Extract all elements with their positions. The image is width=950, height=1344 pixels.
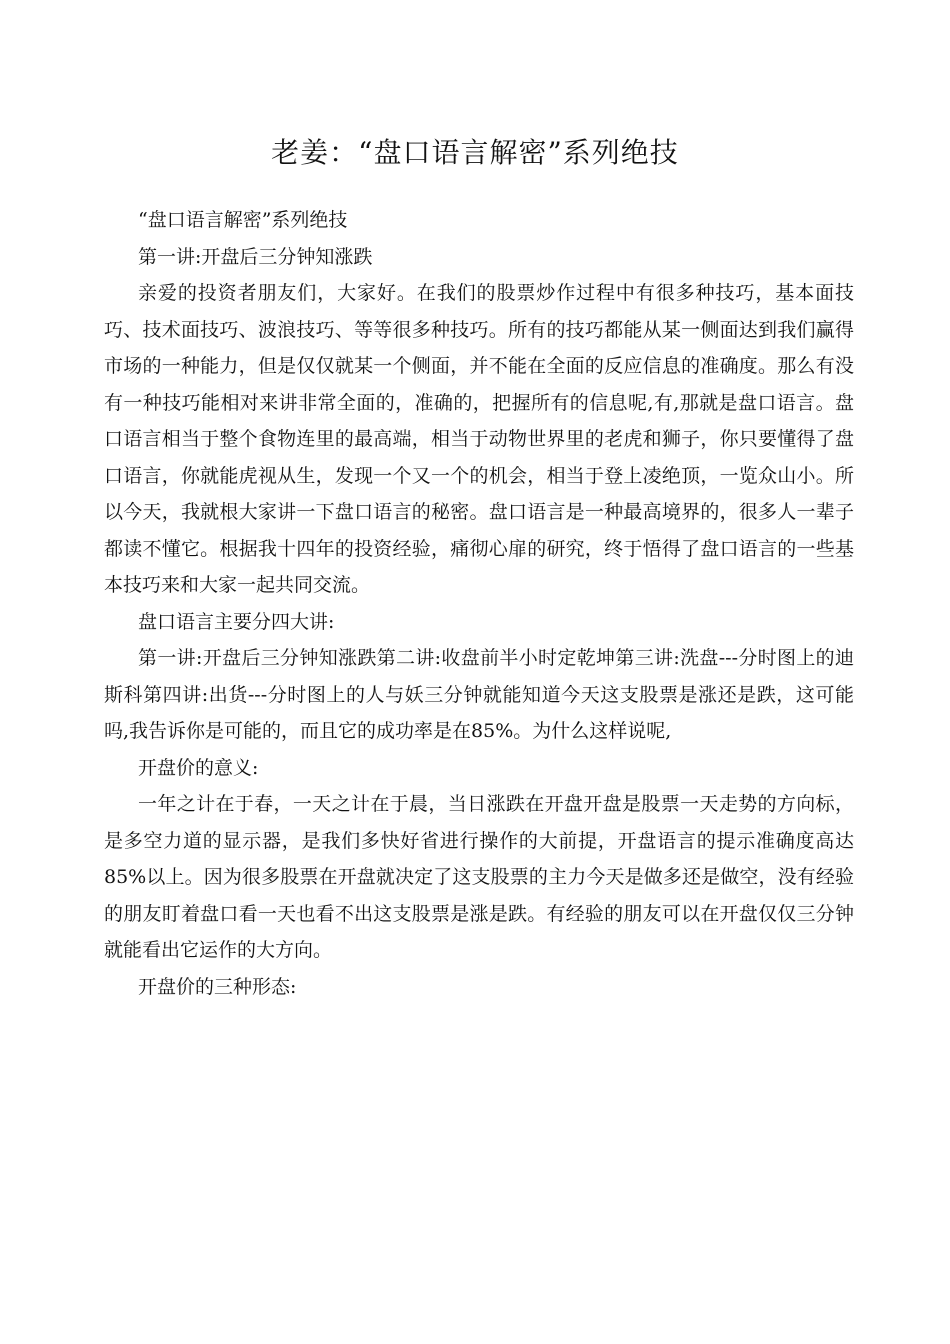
paragraph-introduction: 亲爱的投资者朋友们，大家好。在我们的股票炒作过程中有很多种技巧，基本面技巧、技术面技巧、波浪技巧、等等很多种技巧。所有的技巧都能从某一侧面达到我们赢得市场的一种能力，但是仅仅就某一个侧面，并不能在全面的反应信息的准确度。那么有没有一种技巧能相对来讲非常全面的，准确的，把握所有的信息呢,有,那就是盘口语言。盘口语言相当于整个食物连里的最高端，相当于动物世界里的老虎和狮子，你只要懂得了盘口语言，你就能虎视从生，发现一个又一个的机会，相当于登上凌绝顶，一览众山小。所以今天，我就根大家讲一下盘口语言的秘密。盘口语言是一种最高境界的，很多人一辈子都读不懂它。根据我十四年的投资经验，痛彻心扉的研究，终于悟得了盘口语言的一些基本技巧来和大家一起共同交流。 [104,282,854,596]
paragraph-lecture-one-heading: 第一讲:开盘后三分钟知涨跌 [138,245,373,268]
paragraph-subtitle: “盘口语言解密”系列绝技 [138,209,348,231]
paragraph-three-forms-heading: 开盘价的三种形态: [138,975,297,998]
paragraph-opening-price-meaning-heading: 开盘价的意义: [138,756,259,779]
paragraph-opening-price-meaning: 一年之计在于春，一天之计在于晨，当日涨跌在开盘开盘是股票一天走势的方向标，是多空力道的显示器，是我们多快好省进行操作的大前提，开盘语言的提示准确度高达85%以上。因为很多股票在开盘就决定了这支股票的主力今天是做多还是做空，没有经验的朋友盯着盘口看一天也看不出这支股票是涨是跌。有经验的朋友可以在开盘仅仅三分钟就能看出它运作的大方向。 [104,793,854,961]
document-title: 老姜：“盘口语言解密”系列绝技 [271,136,679,169]
paragraph-lecture-list: 第一讲:开盘后三分钟知涨跌第二讲:收盘前半小时定乾坤第三讲:洗盘---分时图上的迪斯科第四讲:出货---分时图上的人与妖三分钟就能知道今天这支股票是涨还是跌，这可能吗,我告诉你是可能的，而且它的成功率是在85%。为什么这样说呢, [104,647,854,742]
document-body [104,202,854,1005]
paragraph-four-lectures-heading: 盘口语言主要分四大讲: [138,610,335,633]
